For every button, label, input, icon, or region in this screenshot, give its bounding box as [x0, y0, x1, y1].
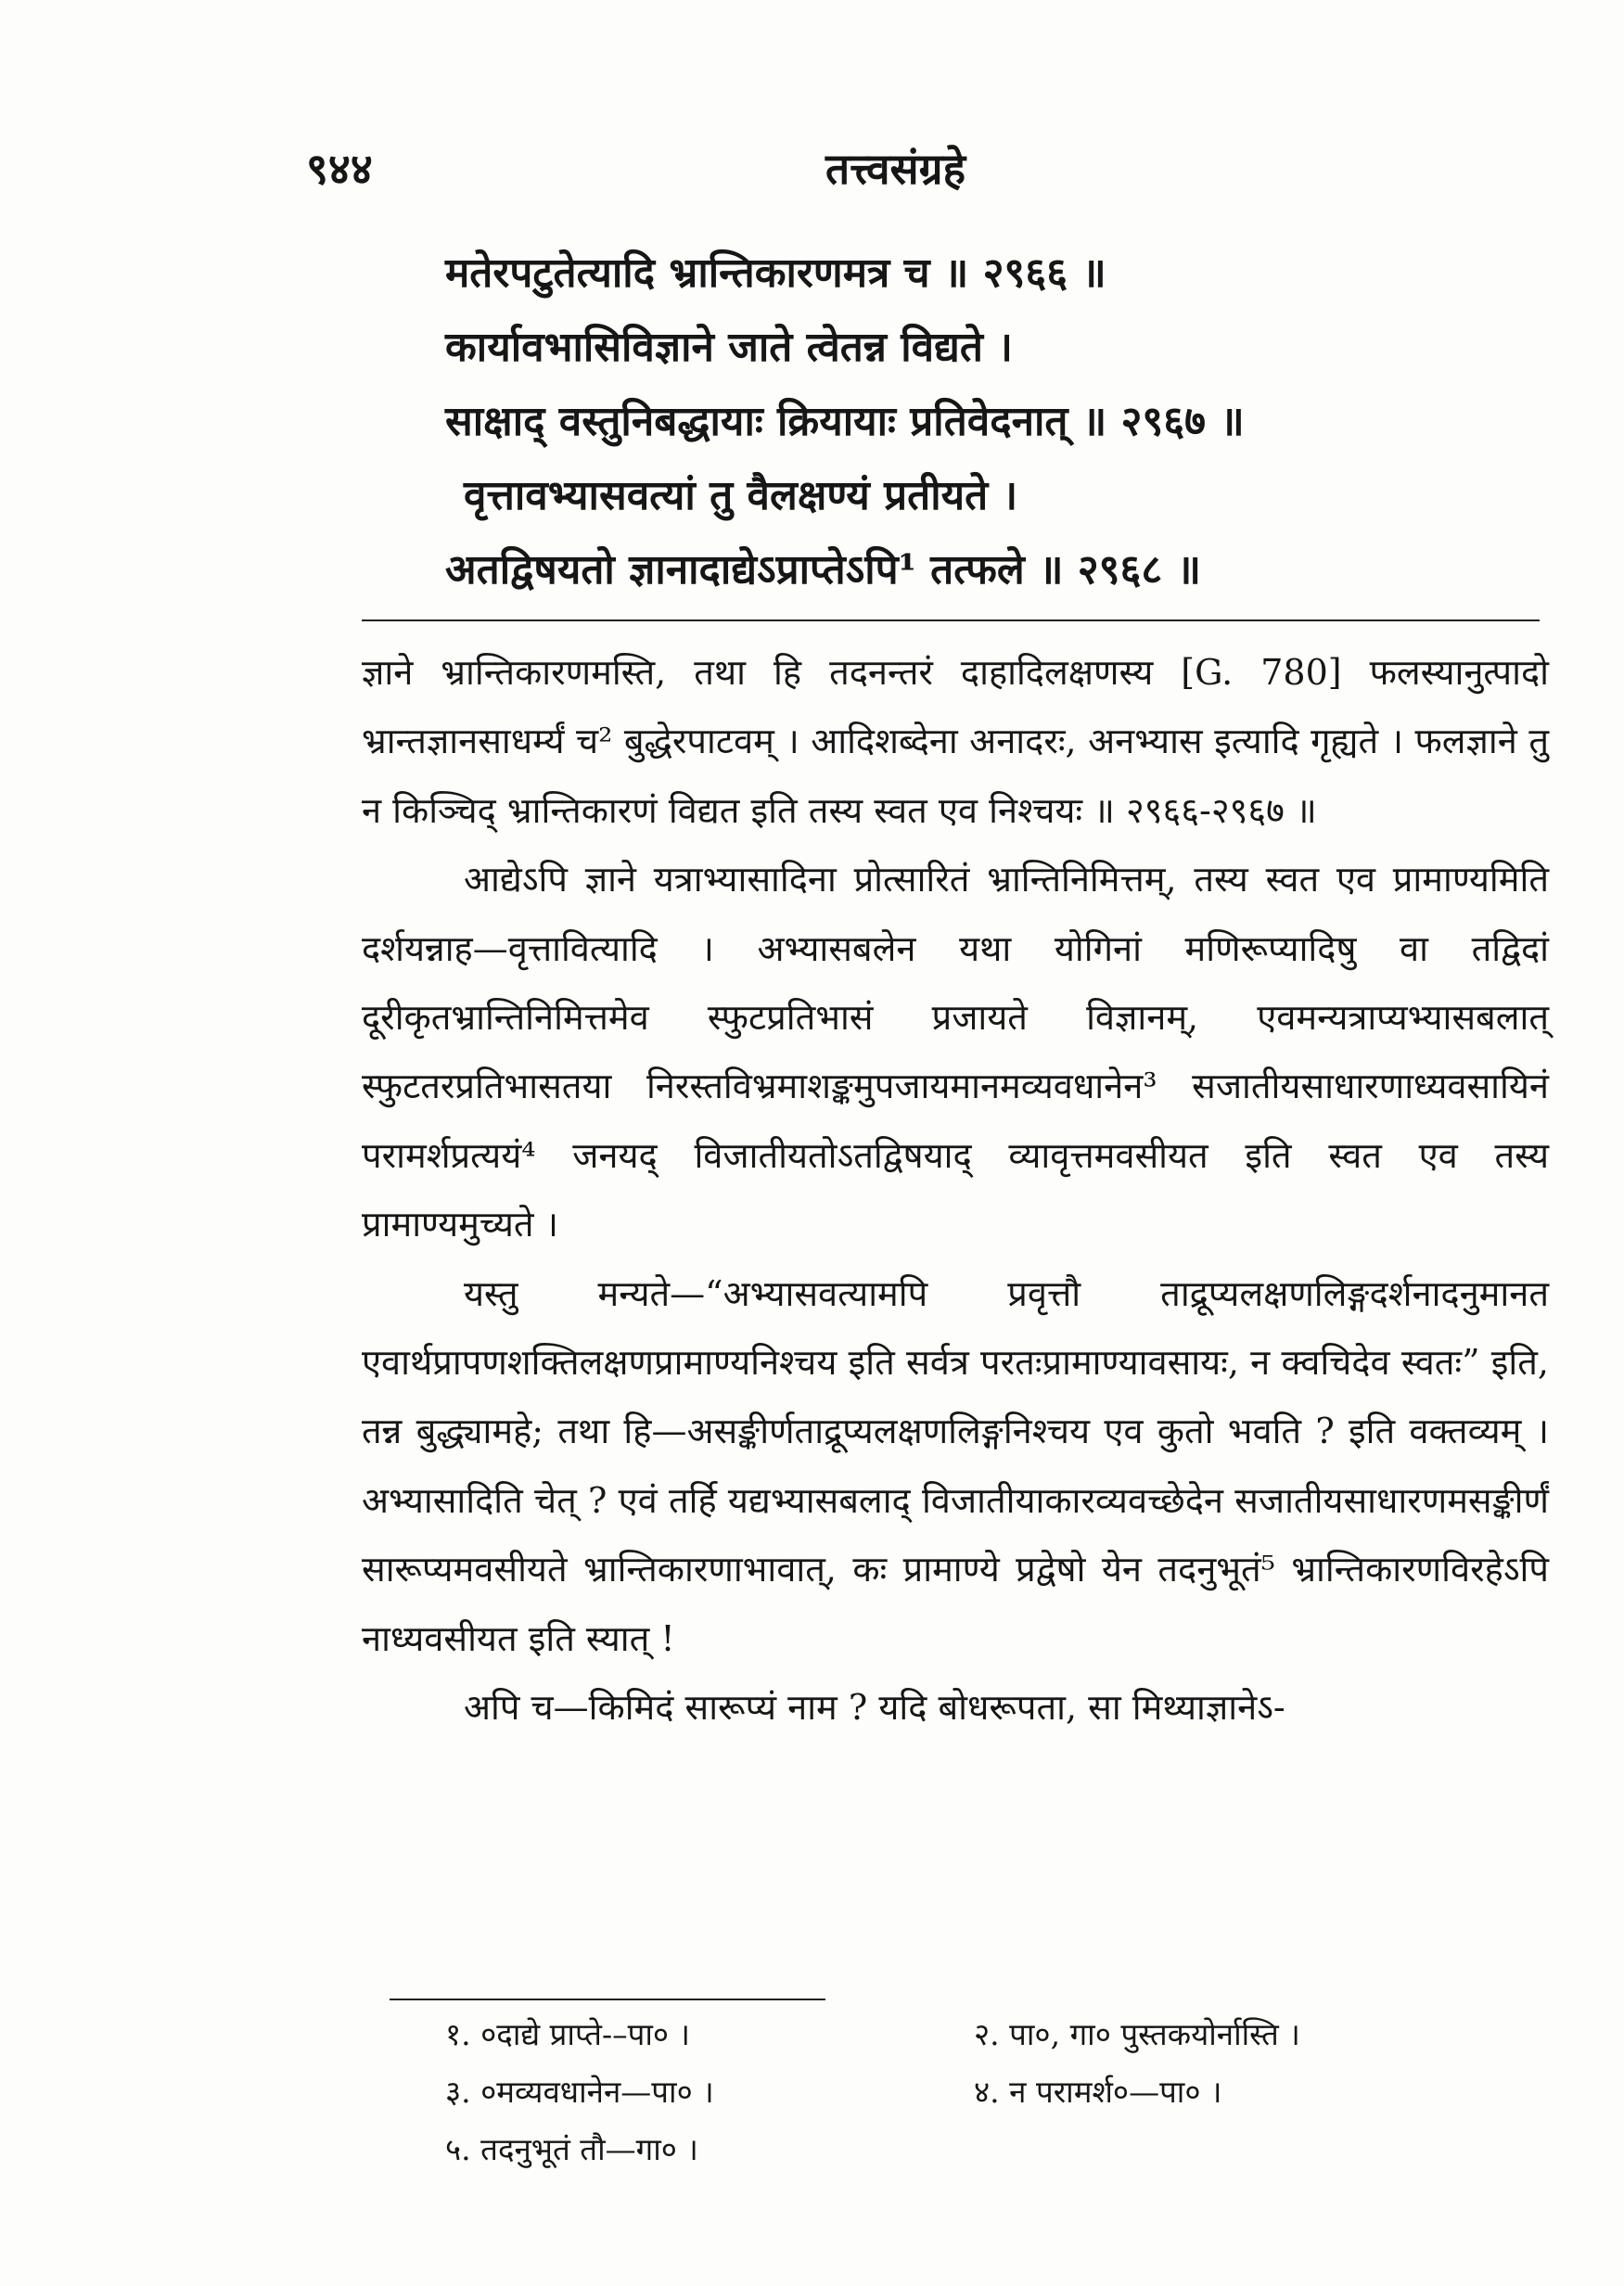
- commentary-block: [362, 638, 1549, 1743]
- page-header: [306, 139, 1540, 204]
- verse-line: कार्यावभासिविज्ञाने जाते त्वेतन्न विद्यते ।: [445, 324, 1013, 371]
- footnote: २. पा०, गा० पुस्तकयोर्नास्ति ।: [974, 2016, 1300, 2052]
- footnote-divider: [390, 1999, 825, 2000]
- running-title: तत्त्वसंग्रहे: [825, 144, 966, 194]
- verse-line: अतद्विषयतो ज्ञानादाद्येऽप्राप्तेऽपि¹ तत्फले ॥ २९६८ ॥: [445, 546, 1201, 594]
- commentary-paragraph: ज्ञाने भ्रान्तिकारणमस्ति, तथा हि तदनन्तरं दाहादिलक्षणस्य [G. 780] फलस्यानुत्पादो भ्रान्तज्ञानसाधर्म्यं च² बुद्धेरपाटवम् । आदिशब्देना अनादरः, अनभ्यास इत्यादि गृह्यते । फलज्ञाने तु न किञ्चिद् भ्रान्तिकारणं विद्यत इति तस्य स्वत एव निश्चयः ॥ २९६६-२९६७ ॥: [362, 652, 1549, 831]
- footnote: १. ०दाद्ये प्राप्ते-–पा० ।: [445, 2016, 691, 2052]
- verse-line: मतेरपटुतेत्यादि भ्रान्तिकारणमत्र च ॥ २९६६ ॥: [445, 249, 1106, 297]
- commentary-paragraph: आद्येऽपि ज्ञाने यत्राभ्यासादिना प्रोत्सारितं भ्रान्तिनिमित्तम्, तस्य स्वत एव प्रामाण्यमिति दर्शयन्नाह—वृत्तावित्यादि । अभ्यासबलेन यथा योगिनां मणिरूप्यादिषु वा तद्विदां दूरीकृतभ्रान्तिनिमित्तमेव स्फुटप्रतिभासं प्रजायते विज्ञानम्, एवमन्यत्राप्यभ्यासबलात् स्फुटतरप्रतिभासतया निरस्तविभ्रमाशङ्कमुपजायमानमव्यवधानेन³ सजातीयसाधारणाध्यवसायिनं परामर्शप्रत्ययं⁴ जनयद् विजातीयतोऽतद्विषयाद् व्यावृत्तमवसीयत इति स्वत एव तस्य प्रामाण्यमुच्यते ।: [362, 859, 1549, 1245]
- commentary-paragraph: यस्तु मन्यते—“अभ्यासवत्यामपि प्रवृत्तौ ताद्रूप्यलक्षणलिङ्गदर्शनादनुमानत एवार्थप्रापणशक्तिलक्षणप्रामाण्यनिश्चय इति सर्वत्र परतःप्रामाण्यावसायः, न क्वचिदेव स्वतः” इति, तन्न बुद्ध्यामहे; तथा हि—असङ्कीर्णताद्रूप्यलक्षणलिङ्गनिश्चय एव कुतो भवति ? इति वक्तव्यम् । अभ्यासादिति चेत् ? एवं तर्हि यद्यभ्यासबलाद् विजातीयाकारव्यवच्छेदेन सजातीयसाधारणमसङ्कीर्णं सारूप्यमवसीयते भ्रान्तिकारणाभावात्, कः प्रामाण्ये प्रद्वेषो येन तदनुभूतं⁵ भ्रान्तिकारणविरहेऽपि नाध्यवसीयत इति स्यात् !: [362, 1272, 1549, 1659]
- verse-line: वृत्तावभ्यासवत्यां तु वैलक्षण्यं प्रतीयते ।: [464, 472, 1018, 519]
- verse-block: [445, 236, 1540, 607]
- footnote: ४. न परामर्श०—पा० ।: [974, 2074, 1222, 2110]
- footnotes: [445, 2012, 1540, 2185]
- page-number: ९४४: [306, 144, 373, 194]
- verse-divider: [362, 619, 1540, 621]
- commentary-paragraph: अपि च—किमिदं सारूप्यं नाम ? यदि बोधरूपता, सा मिथ्याज्ञानेऽ-: [464, 1687, 1285, 1729]
- verse-line: साक्षाद् वस्तुनिबद्धायाः क्रियायाः प्रतिवेदनात् ॥ २९६७ ॥: [445, 398, 1245, 445]
- footnote: ५. तदनुभूतं तौ—गा० ।: [445, 2131, 698, 2167]
- footnote: ३. ०मव्यवधानेन—पा० ।: [445, 2074, 714, 2110]
